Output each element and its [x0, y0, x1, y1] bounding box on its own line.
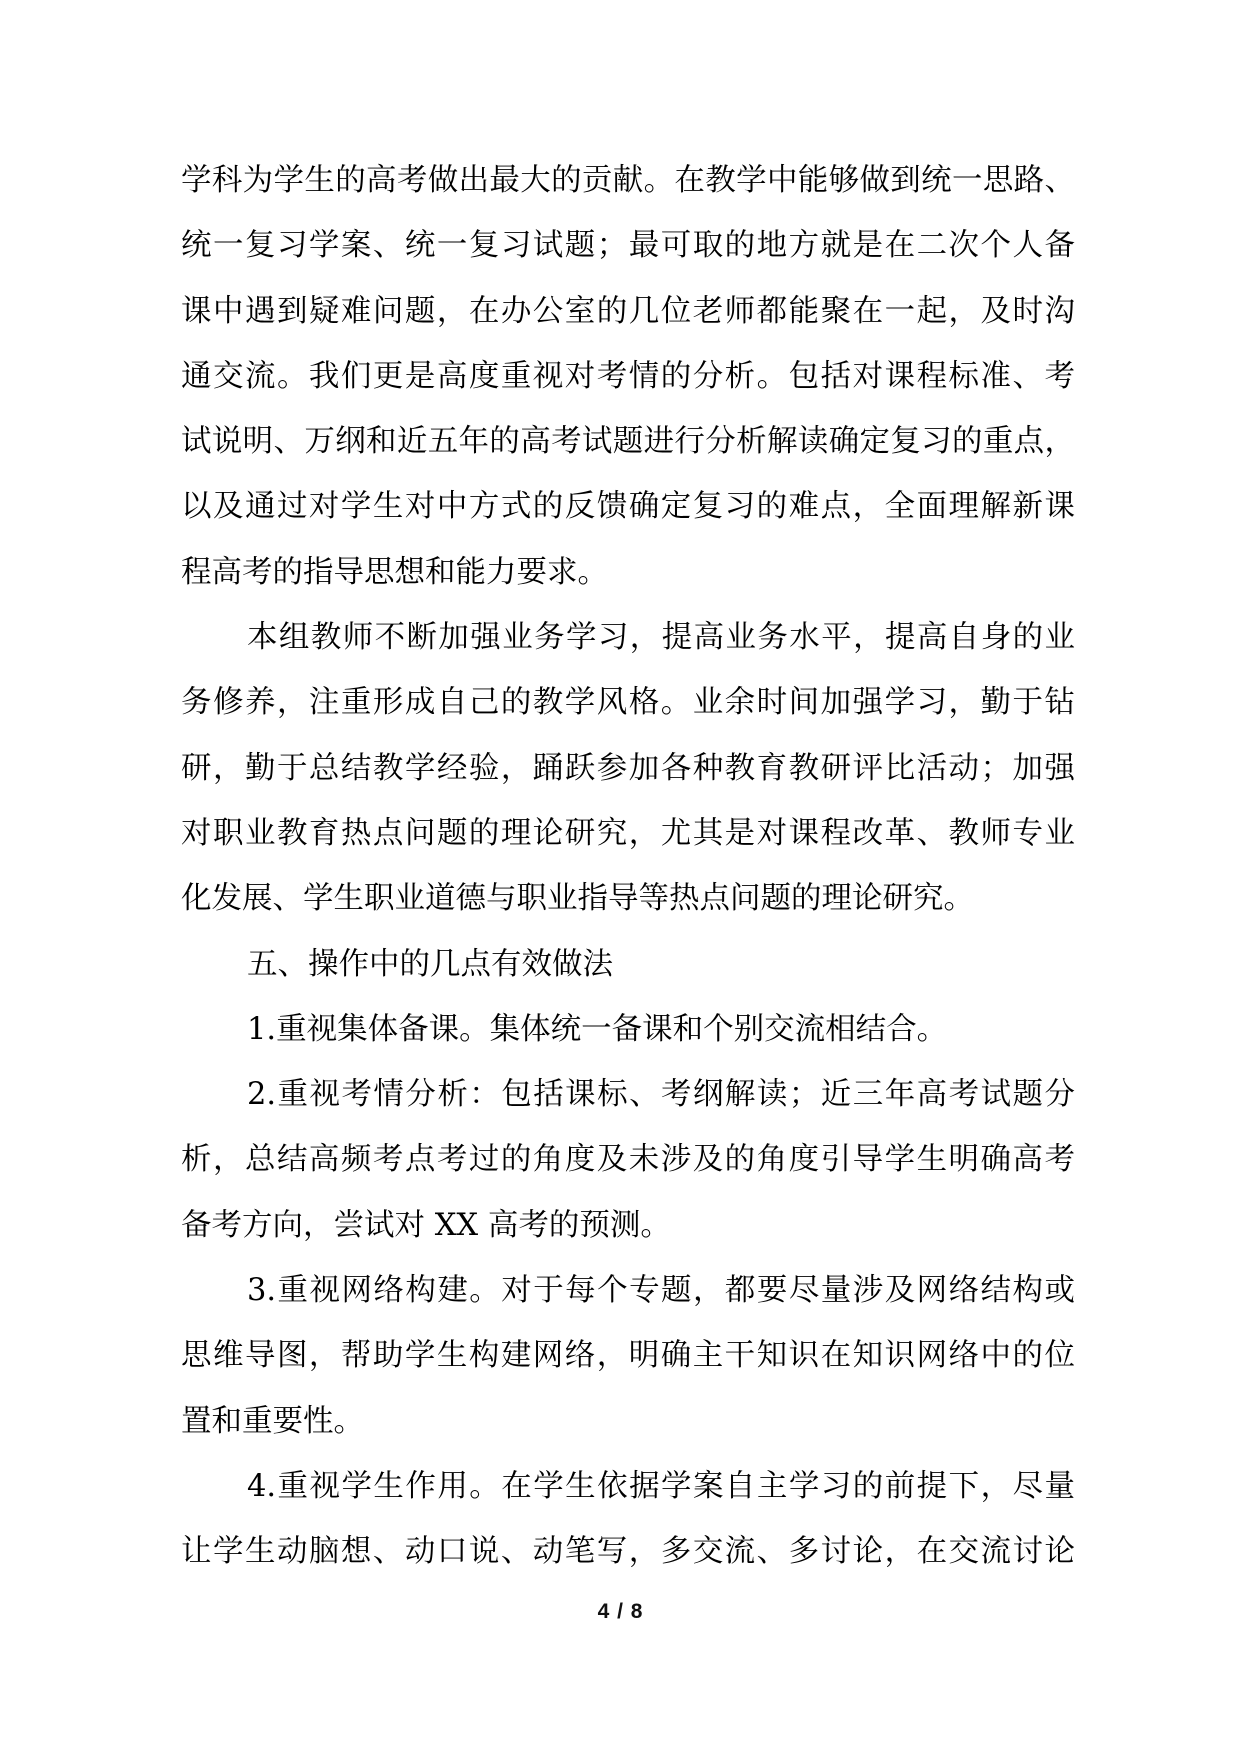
text-line: 学科为学生的高考做出最大的贡献。在教学中能够做到统一思路、 [181, 163, 1075, 198]
text-line: 备考方向，尝试对 XX 高考的预测。 [181, 1207, 671, 1243]
text-line: 研，勤于总结教学经验，踊跃参加各种教育教研评比活动；加强 [181, 750, 1075, 786]
text-line: 五、操作中的几点有效做法 [247, 946, 613, 982]
text-line: 析，总结高频考点考过的角度及未涉及的角度引导学生明确高考 [181, 1142, 1075, 1178]
text-line: 化发展、学生职业道德与职业指导等热点问题的理论研究。 [181, 881, 974, 917]
text-line: 对职业教育热点问题的理论研究，尤其是对课程改革、教师专业 [181, 815, 1075, 851]
text-line: 课中遇到疑难问题，在办公室的几位老师都能聚在一起，及时沟 [181, 293, 1075, 329]
document-text-body [181, 148, 1075, 1585]
text-line: 以及通过对学生对中方式的反馈确定复习的难点，全面理解新课 [181, 489, 1075, 525]
text-line: 试说明、万纲和近五年的高考试题进行分析解读确定复习的重点， [181, 424, 1075, 460]
text-line: 思维导图，帮助学生构建网络，明确主干知识在知识网络中的位 [181, 1338, 1075, 1374]
text-line: 让学生动脑想、动口说、动笔写，多交流、多讨论，在交流讨论 [181, 1534, 1075, 1570]
text-line: 4.重视学生作用。在学生依据学案自主学习的前提下，尽量 [247, 1468, 1075, 1504]
page-footer [0, 1600, 1241, 1624]
text-line: 通交流。我们更是高度重视对考情的分析。包括对课程标准、考 [181, 358, 1075, 394]
text-line: 程高考的指导思想和能力要求。 [181, 554, 608, 590]
text-line: 1.重视集体备课。集体统一备课和个别交流相结合。 [247, 1011, 948, 1047]
text-line: 2.重视考情分析：包括课标、考纲解读；近三年高考试题分 [247, 1077, 1075, 1113]
text-line: 统一复习学案、统一复习试题；最可取的地方就是在二次个人备 [181, 228, 1075, 264]
text-line: 务修养，注重形成自己的教学风格。业余时间加强学习，勤于钻 [181, 685, 1075, 721]
text-line: 本组教师不断加强业务学习，提高业务水平，提高自身的业 [247, 620, 1075, 656]
text-line: 3.重视网络构建。对于每个专题，都要尽量涉及网络结构或 [247, 1273, 1075, 1309]
page-number: 4 / 8 [597, 1600, 644, 1623]
text-line: 置和重要性。 [181, 1403, 364, 1439]
